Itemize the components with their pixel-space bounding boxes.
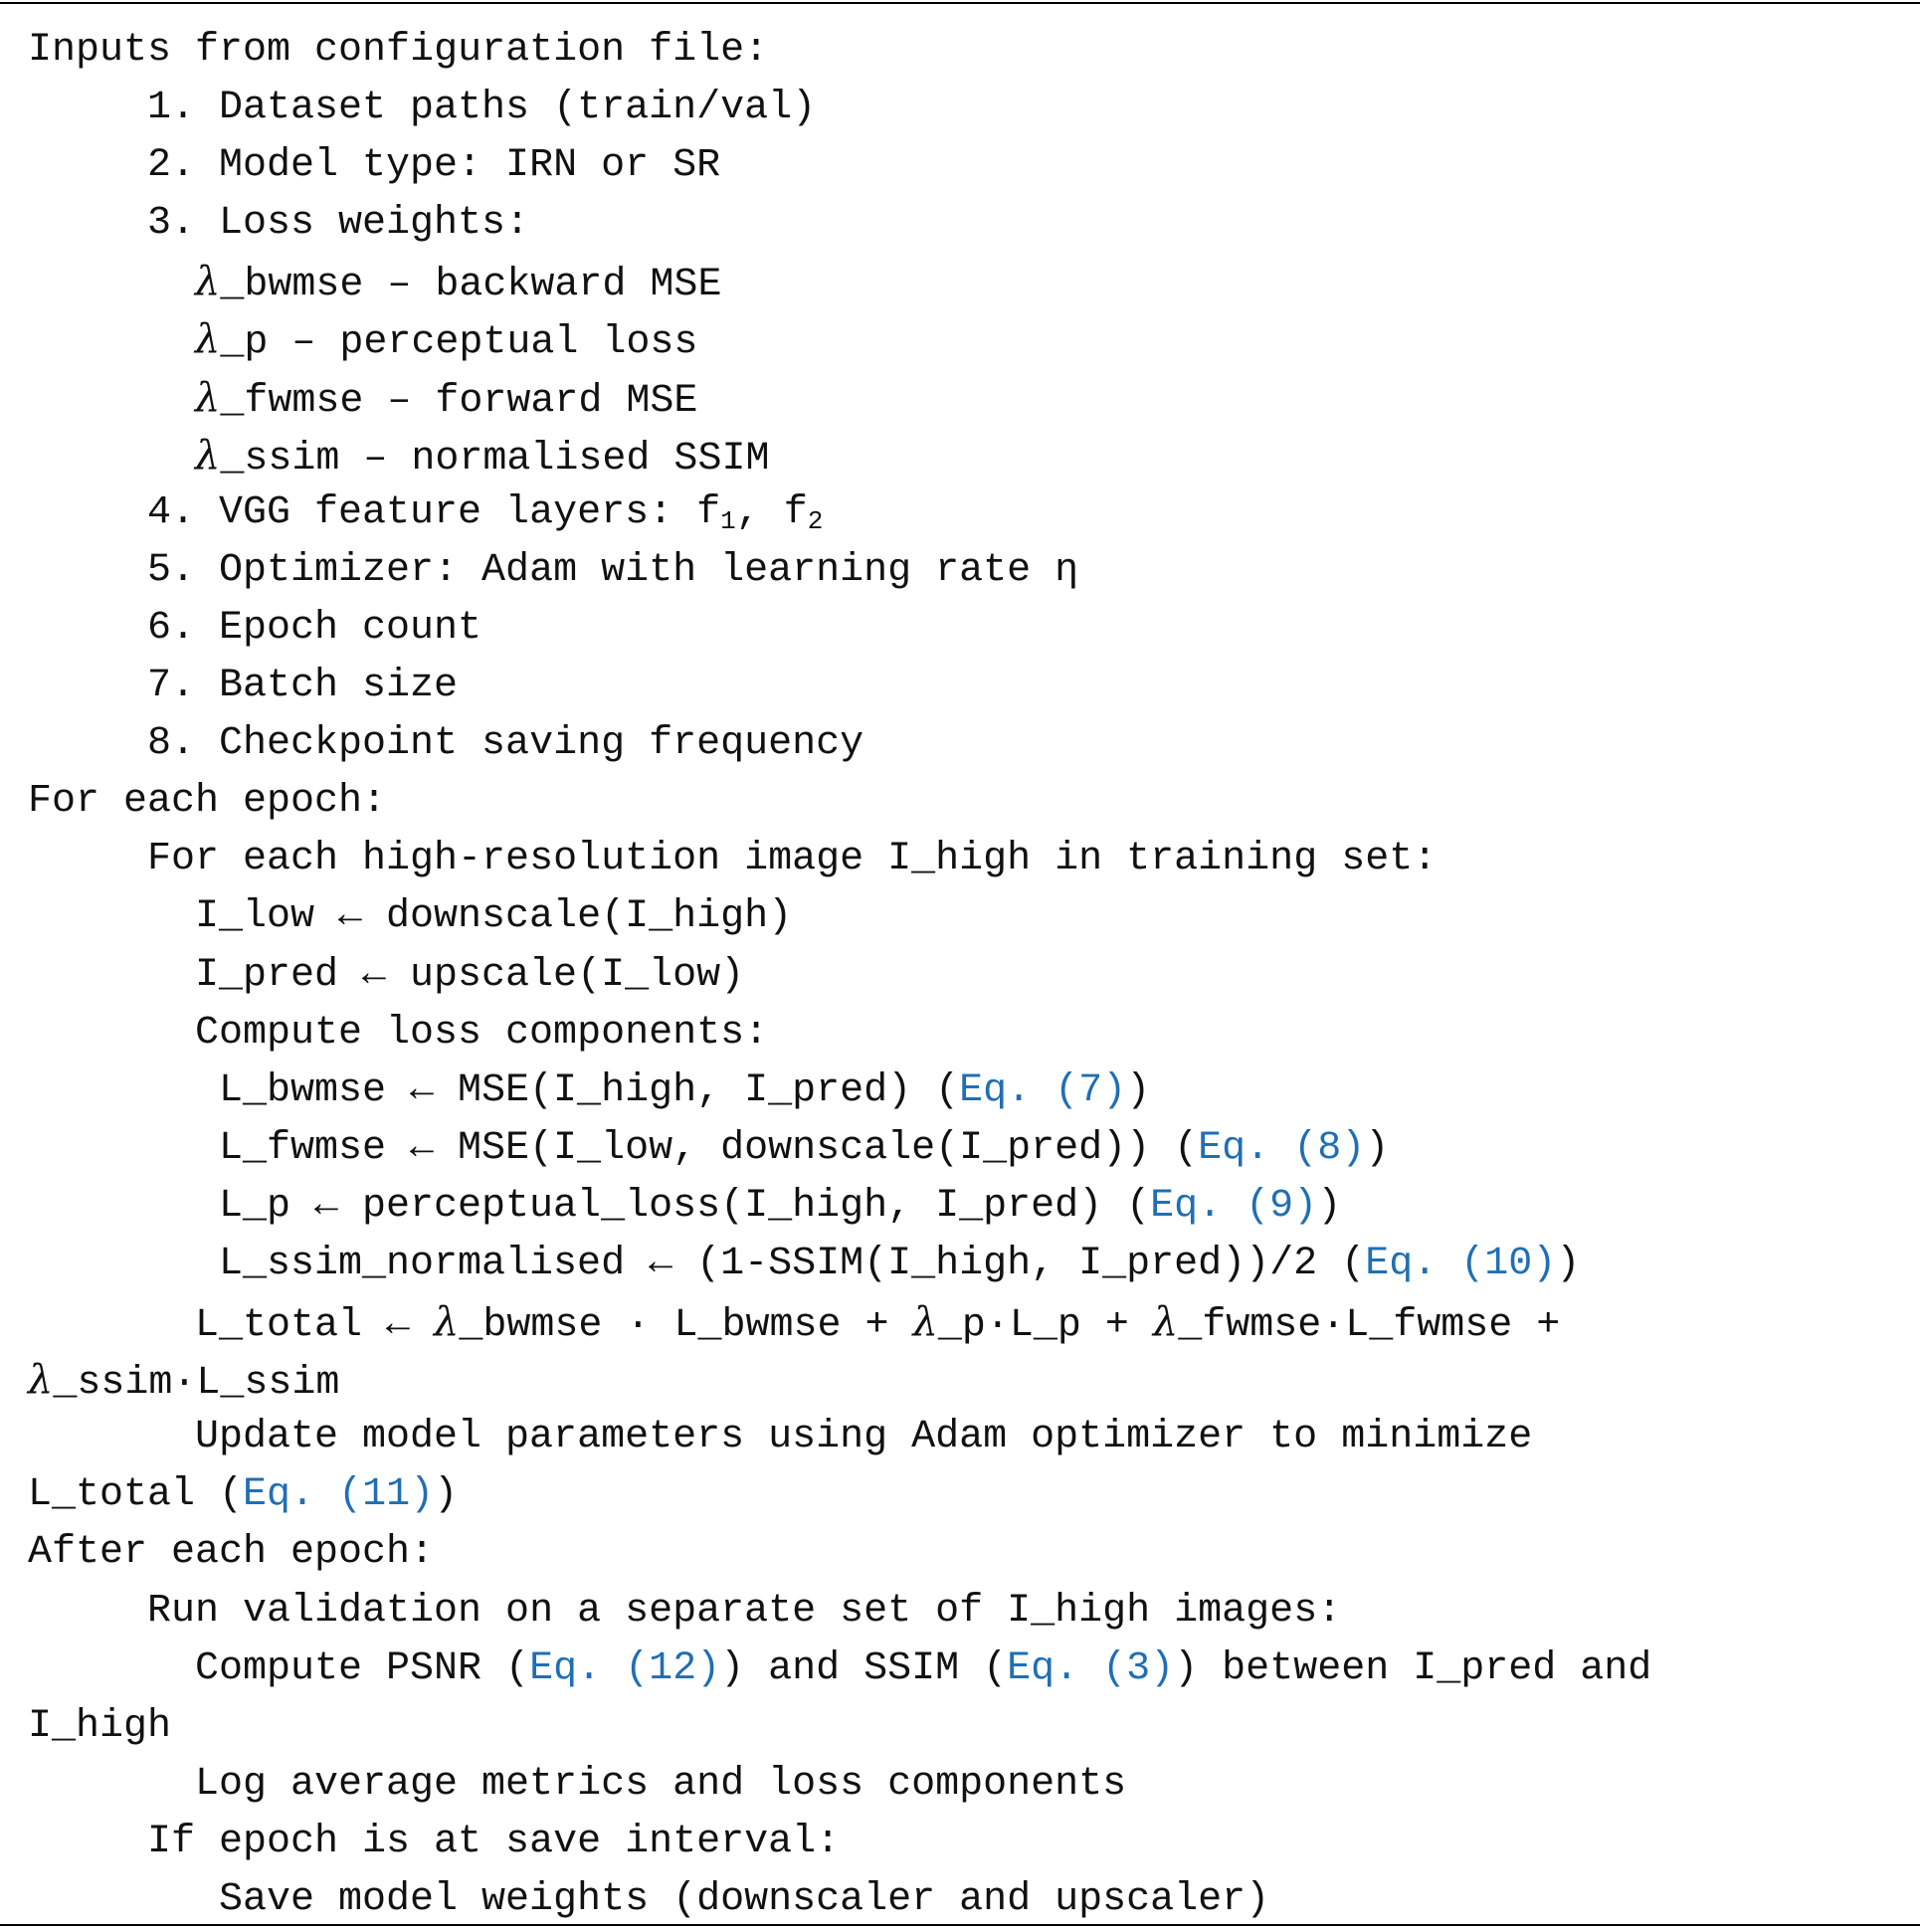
line-text: ) <box>1126 1067 1151 1113</box>
algorithm-line <box>28 947 1913 1005</box>
line-text: 7. Batch size <box>147 664 459 709</box>
line-text: _ssim – normalised SSIM <box>220 436 770 482</box>
algorithm-line <box>28 137 1913 195</box>
line-text: Update model parameters using Adam optimizer to minimize <box>195 1415 1533 1460</box>
line-text: L_fwmse ← MSE(I_low, downscale(I_pred)) ( <box>219 1125 1199 1171</box>
line-text: _ssim·L_ssim <box>53 1361 340 1407</box>
line-text: 4. VGG feature layers: f <box>147 489 721 535</box>
algorithm-line <box>28 1756 1913 1814</box>
line-text: I_pred ← upscale(I_low) <box>195 952 745 998</box>
line-text: Inputs from configuration file: <box>28 28 769 73</box>
algorithm-line <box>28 831 1913 888</box>
line-text: Log average metrics and loss components <box>195 1761 1127 1807</box>
algorithm-line <box>28 1120 1913 1178</box>
lambda-symbol: λ <box>195 374 221 421</box>
line-text: _bwmse – backward MSE <box>220 263 722 308</box>
algorithm-line <box>28 658 1913 715</box>
algorithm-line <box>28 1351 1913 1409</box>
algorithm-line <box>28 1583 1913 1641</box>
subscript: 2 <box>807 505 824 536</box>
line-text: 3. Loss weights: <box>147 201 530 247</box>
algorithm-line <box>28 1293 1913 1351</box>
line-text: ) <box>434 1472 459 1518</box>
equation-reference-link[interactable]: Eq. (10) <box>1365 1241 1557 1286</box>
lambda-symbol: λ <box>434 1299 460 1346</box>
algorithm-line <box>28 1409 1913 1466</box>
algorithm-line <box>28 1698 1913 1756</box>
algorithm-line <box>28 195 1913 253</box>
algorithm-line <box>28 22 1913 80</box>
line-text: 8. Checkpoint saving frequency <box>147 721 864 767</box>
algorithm-line <box>28 600 1913 658</box>
line-text: 5. Optimizer: Adam with learning rate η <box>147 547 1079 593</box>
algorithm-line <box>28 542 1913 600</box>
algorithm-line <box>28 1178 1913 1236</box>
equation-reference-link[interactable]: Eq. (12) <box>529 1645 721 1691</box>
line-text: Compute PSNR ( <box>195 1645 530 1691</box>
algorithm-line <box>28 253 1913 310</box>
line-text: Run validation on a separate set of I_high images: <box>147 1588 1342 1634</box>
equation-reference-link[interactable]: Eq. (11) <box>243 1472 435 1518</box>
line-text: If epoch is at save interval: <box>147 1819 841 1864</box>
lambda-symbol: λ <box>195 432 221 479</box>
top-rule <box>0 2 1920 4</box>
algorithm-line <box>28 1814 1913 1871</box>
algorithm-line <box>28 369 1913 427</box>
line-text: L_bwmse ← MSE(I_high, I_pred) ( <box>219 1067 960 1113</box>
algorithm-line <box>28 1236 1913 1293</box>
algorithm-line <box>28 310 1913 368</box>
algorithm-line <box>28 427 1913 484</box>
lambda-symbol: λ <box>912 1299 938 1346</box>
bottom-rule <box>0 1924 1920 1926</box>
line-text: For each high-resolution image I_high in training set: <box>147 837 1438 882</box>
lambda-symbol: λ <box>1152 1299 1179 1346</box>
algorithm-lines <box>28 22 1913 1929</box>
line-text: L_ssim_normalised ← (1-SSIM(I_high, I_pred))/2 ( <box>219 1241 1366 1286</box>
algorithm-line <box>28 1063 1913 1120</box>
equation-reference-link[interactable]: Eq. (8) <box>1198 1125 1366 1171</box>
algorithm-line <box>28 888 1913 946</box>
line-text: I_high <box>28 1703 172 1749</box>
lambda-symbol: λ <box>195 259 221 305</box>
line-text: _p – perceptual loss <box>220 320 698 366</box>
algorithm-line <box>28 1871 1913 1929</box>
line-text: _fwmse·L_fwmse + <box>1178 1303 1561 1349</box>
line-text: _p·L_p + <box>937 1303 1153 1349</box>
equation-reference-link[interactable]: Eq. (9) <box>1150 1183 1318 1229</box>
line-text: After each epoch: <box>28 1530 435 1576</box>
line-text: ) <box>1365 1125 1390 1171</box>
line-text: 1. Dataset paths (train/val) <box>147 86 817 131</box>
line-text: L_total ← <box>195 1303 435 1349</box>
line-text: _bwmse · L_bwmse + <box>459 1303 913 1349</box>
line-text: Compute loss components: <box>195 1010 769 1056</box>
line-text: I_low ← downscale(I_high) <box>195 894 793 940</box>
line-text: L_total ( <box>28 1472 244 1518</box>
equation-reference-link[interactable]: Eq. (3) <box>1007 1645 1175 1691</box>
algorithm-line <box>28 1466 1913 1524</box>
algorithm-line <box>28 1641 1913 1698</box>
line-text: , f <box>735 489 808 535</box>
algorithm-line <box>28 484 1913 542</box>
line-text: ) <box>1556 1241 1581 1286</box>
line-text: L_p ← perceptual_loss(I_high, I_pred) ( <box>219 1183 1151 1229</box>
line-text: ) <box>1317 1183 1342 1229</box>
lambda-symbol: λ <box>28 1357 54 1404</box>
equation-reference-link[interactable]: Eq. (7) <box>959 1067 1127 1113</box>
line-text: 6. Epoch count <box>147 605 482 651</box>
line-text: _fwmse – forward MSE <box>220 378 698 424</box>
line-text: ) and SSIM ( <box>720 1645 1008 1691</box>
algorithm-line <box>28 715 1913 773</box>
subscript: 1 <box>720 505 736 536</box>
algorithm-line <box>28 1005 1913 1063</box>
line-text: ) between I_pred and <box>1174 1645 1652 1691</box>
line-text: For each epoch: <box>28 779 387 825</box>
line-text: Save model weights (downscaler and upscaler) <box>219 1877 1270 1922</box>
algorithm-line <box>28 80 1913 137</box>
algorithm-line <box>28 1524 1913 1582</box>
algorithm-line <box>28 773 1913 831</box>
lambda-symbol: λ <box>195 316 221 363</box>
line-text: 2. Model type: IRN or SR <box>147 143 721 189</box>
